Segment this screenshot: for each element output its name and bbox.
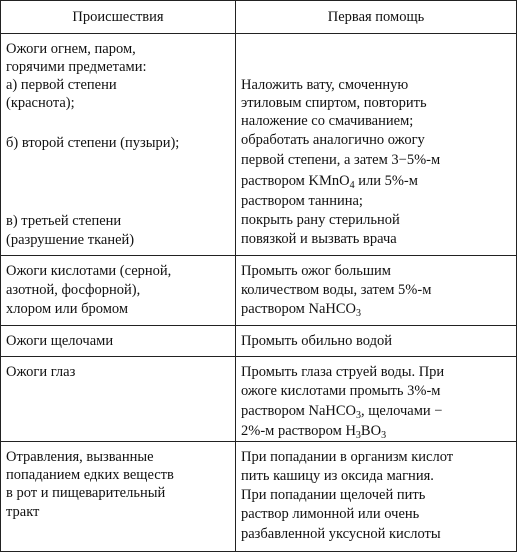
- aid-line: Промыть глаза струей воды. При: [241, 364, 445, 380]
- incident-line: Ожоги огнем, паром,: [6, 41, 136, 57]
- aid-line: Наложить вату, смоченную: [241, 77, 409, 93]
- aid-line: раствором NaHCO$_3$, щелочами −: [241, 403, 443, 421]
- incident-line: хлором или бромом: [6, 301, 129, 317]
- row-4-aid-cell: [235, 356, 517, 442]
- incident-line: в рот и пищеварительный: [6, 485, 166, 501]
- incident-line: Ожоги кислотами (серной,: [6, 263, 172, 279]
- aid-line: Промыть обильно водой: [241, 333, 393, 349]
- aid-line: При попадании щелочей пить: [241, 487, 426, 503]
- incident-line: (краснота);: [6, 95, 75, 111]
- incident-line: тракт: [6, 504, 40, 520]
- incident-line: Отравления, вызванные: [6, 449, 154, 465]
- row-1-incident-cell: [0, 33, 236, 256]
- aid-line: раствором таннина;: [241, 193, 363, 209]
- incident-line: (разрушение тканей): [6, 232, 135, 248]
- incident-line: азотной, фосфорной),: [6, 282, 141, 298]
- aid-line: количеством воды, затем 5%-м: [241, 282, 432, 298]
- header-first-aid: Первая помощь: [327, 9, 425, 25]
- incident-line: Ожоги глаз: [6, 364, 76, 380]
- aid-line: наложение со смачиванием;: [241, 113, 414, 129]
- aid-line: покрыть рану стерильной: [241, 212, 400, 228]
- incident-line: в) третьей степени: [6, 213, 122, 229]
- aid-line: повязкой и вызвать врача: [241, 231, 397, 247]
- row-5-aid-cell: [235, 441, 517, 552]
- incident-line: горячими предметами:: [6, 59, 147, 75]
- row-1-aid-cell: [235, 33, 517, 256]
- row-2-aid-cell: [235, 255, 517, 326]
- aid-line: этиловым спиртом, повторить: [241, 95, 427, 111]
- aid-line: При попадании в организм кислот: [241, 449, 454, 465]
- incident-line: попаданием едких веществ: [6, 467, 174, 483]
- row-5-incident-cell: [0, 441, 236, 552]
- aid-line: Промыть ожог большим: [241, 263, 391, 279]
- aid-line: обработать аналогично ожогу: [241, 132, 425, 148]
- header-cell-first-aid: [235, 0, 517, 34]
- incident-line: б) второй степени (пузыри);: [6, 135, 180, 151]
- incident-line: а) первой степени: [6, 77, 117, 93]
- aid-line: 2%-м раствором $H_3BO_3$: [241, 423, 387, 441]
- row-4-incident-cell: [0, 356, 236, 442]
- row-2-incident-cell: [0, 255, 236, 326]
- row-3-aid-cell: [235, 325, 517, 357]
- header-incidents: Происшествия: [72, 9, 164, 25]
- aid-line: ожоге кислотами промыть 3%-м: [241, 383, 441, 399]
- incident-line: Ожоги щелочами: [6, 333, 114, 349]
- aid-line: раствором NaHCO$_3$: [241, 301, 362, 319]
- aid-line: пить кашицу из оксида магния.: [241, 468, 434, 484]
- row-3-incident-cell: [0, 325, 236, 357]
- aid-line: первой степени, а затем 3−5%-м: [241, 152, 441, 168]
- aid-line: разбавленной уксусной кислоты: [241, 526, 441, 542]
- aid-line: раствор лимонной или очень: [241, 506, 420, 522]
- aid-line: раствором KMnO$_4$ или 5%-м: [241, 173, 418, 191]
- header-cell-incidents: [0, 0, 236, 34]
